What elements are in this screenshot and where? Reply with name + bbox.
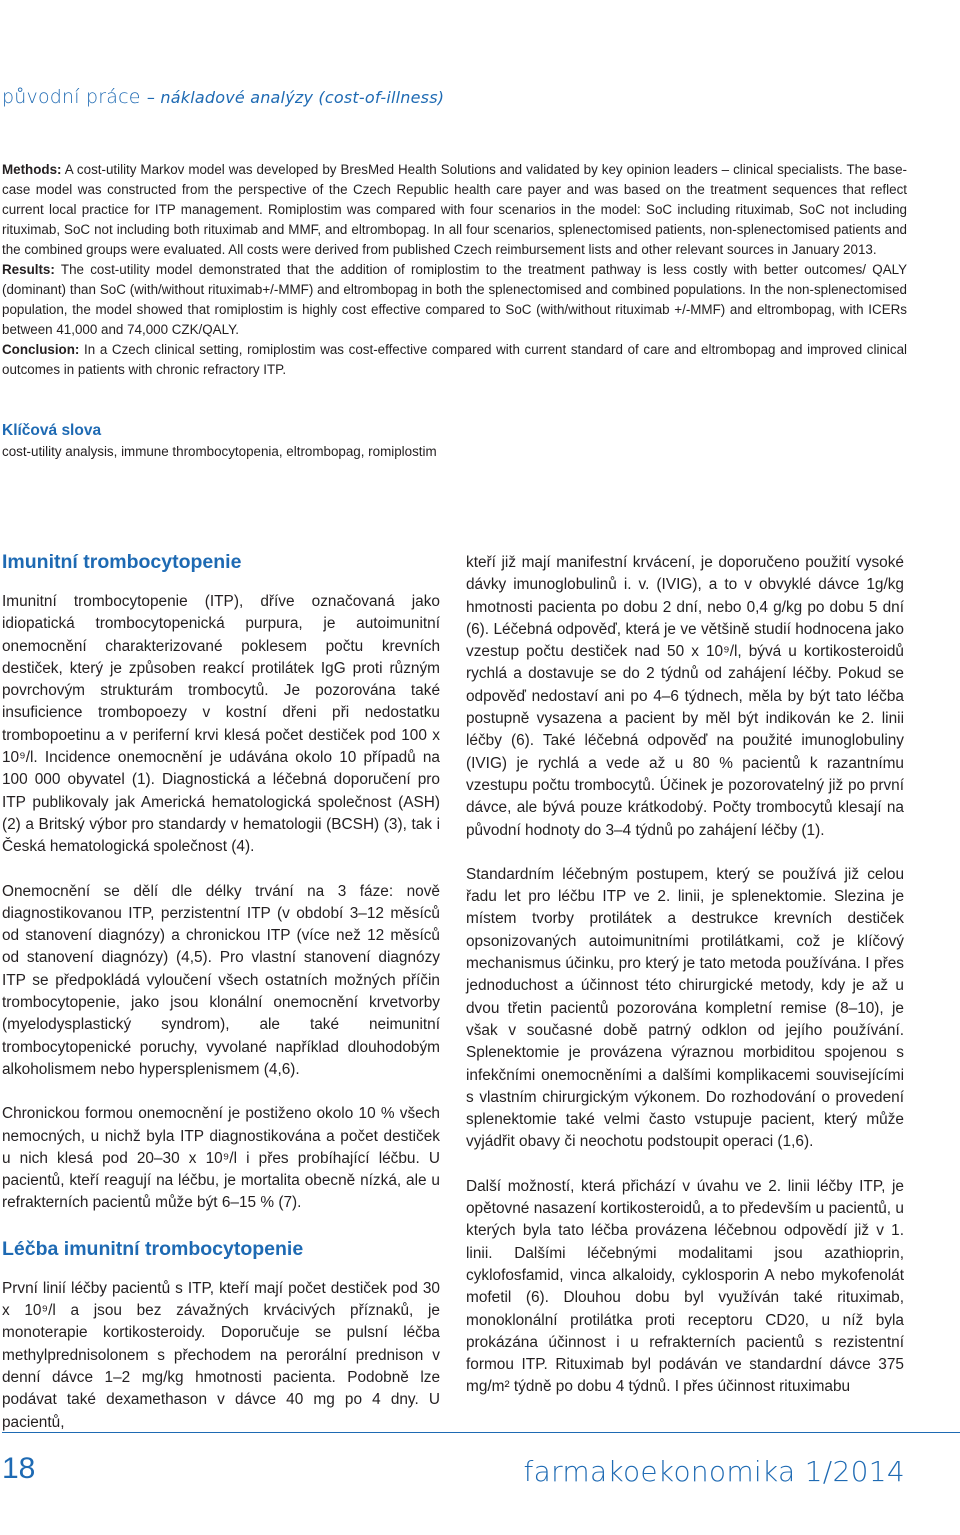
journal-name: farmakoekonomika 1/2014 bbox=[523, 1455, 905, 1488]
section-subtitle: – nákladové analýzy (cost-of-illness) bbox=[146, 88, 445, 107]
paragraph: kteří již mají manifestní krvácení, je doporučeno použití vysoké dávky imunoglobulinů i. v. (IVIG), a to v obvyklé dávce 1g/kg hmotnosti pacienta po dobu 2 dní, nebo 0,4 g/kg po dobu 5 dní (6). Léčebná odpověď, která je ve většině studií hodnocena jako vzestup počtu destiček nad 50 x 10⁹/l, bývá u kortikosteroidů rychlá a dostavuje se do 2 týdnů od zahájení léčby. Pokud se odpověď nedostaví ani po 4–6 týdnech, měla by být tato léčba postupně vysazena a pacient by měl být indikován ke 2. linii léčby (6). Také léčebná odpověď na použité imunoglobuliny (IVIG) je rychlá a vede až u 80 % pacientů k razantnímu vzestupu počtu trombocytů. Účinek je pozorovatelný již po první dávce, ale bývá pouze krátkodobý. Počty trombocytů klesají na původní hodnoty do 3–4 týdnů po zahájení léčby (1). bbox=[466, 554, 904, 839]
paragraph: Imunitní trombocytopenie (ITP), dříve označovaná jako idiopatická trombocytopenická purpura, je autoimunitní onemocnění charakterizované poklesem počtu krevních destiček, který je způsoben reakcí protilátek IgG proti různým povrchovým strukturám trombocytů. Je pozorována také insuficience trombopoezy v kostní dřeni při nedostatku trombopoetinu a v periferní krvi klesá počet destiček pod 100 x 10⁹/l. Incidence onemocnění je udávána okolo 10 případů na 100 000 obyvatel (1). Diagnostická a léčebná doporučení pro ITP publikovaly jak Americká hematologická společnost (ASH) (2) a Britský výbor pro standardy v hematologii (BCSH) (3), tak i Česká hematologická společnost (4). bbox=[2, 593, 440, 856]
conclusion-text: In a Czech clinical setting, romiplostim was cost-effective compared with current standard of care and eltrombopag and improved clinical outcomes in patients with chronic refractory ITP. bbox=[2, 342, 907, 377]
page-number: 18 bbox=[2, 1452, 36, 1485]
paragraph: První linií léčby pacientů s ITP, kteří mají počet destiček pod 30 x 10⁹/l a jsou bez závažných krvácivých příznaků, je monoterapie kortikosteroidy. Doporučuje se pulsní léčba methylprednisolonem s přechodem na perorální prednison v denní dávce 1–2 mg/kg hmotnosti pacienta. Podobně lze podávat také dexamethason v dávce 40 mg po 4 dny. U pacientů, bbox=[2, 1279, 440, 1431]
section-header bbox=[2, 86, 444, 108]
paragraph: Chronickou formou onemocnění je postiženo okolo 10 % všech nemocných, u nichž byla ITP diagnostikována a počet destiček u nich klesá pod 20–30 x 10⁹/l i přes probíhající léčbu. U pacientů, kteří reagují na léčbu, je mortalita obecně nízká, ale u refrakterních pacientů může být 6–15 % (7). bbox=[2, 1105, 440, 1212]
paragraph: Další možností, která přichází v úvahu ve 2. linii léčby ITP, je opětovné nasazení kortikosteroidů, a to především u pacientů, u kterých byla tato léčba provázena léčebnou odpovědí již v 1. linii. Dalšími léčebnými modalitami jsou azathioprin, cyklofosfamid, vinca alkaloidy, cyklosporin A nebo mykofenolát mofetil (6). Dlouhou dobu byl využíván také rituximab, monoklonální protilátka proti receptoru CD20, u níž byla prokázána účinnost i u refrakterních pacientů s rezistentní formou ITP. Rituximab byl podáván ve standardní dávce 375 mg/m² týdně po dobu 4 týdnů. I přes účinnost rituximabu bbox=[466, 1177, 904, 1396]
right-column bbox=[466, 552, 904, 1421]
conclusion-label: Conclusion: bbox=[2, 342, 80, 357]
section-title: původní práce bbox=[2, 86, 141, 108]
paragraph: Standardním léčebným postupem, který se používá již celou řadu let pro léčbu ITP ve 2. linii, je splenektomie. Slezina je místem tvorby protilátek a destrukce krevních destiček opsonizovaných autoimunitními protilátkami, což je klíčový mechanismus účinku, pro který je tato metoda používána. I přes jednoduchost a účinnost této chirurgické metody, kdy je až u dvou třetin pacientů pozorována kompletní remise (8–10), je však v současné době patrný odklon od jejího používání. Splenektomie je provázena výraznou morbiditou spojenou s infekčními onemocněními a dalšími komplikacemi souvisejícími s vlastním chirurgickým výkonem. Do rozhodování o provedení splenektomie také velmi často vstupuje pacient, který může vyjádřit obavy či neochotu podstoupit operaci (1,6). bbox=[466, 865, 904, 1151]
heading-treatment: Léčba imunitní trombocytopenie bbox=[2, 1237, 304, 1260]
abstract-conclusion bbox=[2, 340, 907, 380]
footer-divider bbox=[2, 1432, 960, 1433]
keywords-title: Klíčová slova bbox=[2, 422, 102, 439]
abstract-results bbox=[2, 260, 907, 340]
results-text: The cost-utility model demonstrated that the addition of romiplostim to the treatment pathway is less costly with better outcomes/ QALY (dominant) than SoC (with/without rituximab+/-MMF) and eltrombopag in both the splenectomised and combined populations. In the non-splenectomised population, the model showed that romiplostim is highly cost effective compared to SoC (with/without rituximab +/-MMF) and eltrombopag, with ICERs between 41,000 and 74,000 CZK/QALY. bbox=[2, 262, 908, 337]
methods-text: A cost-utility Markov model was developed by BresMed Health Solutions and validated by key opinion leaders – clinical specialists. The base-case model was constructed from the perspective of the Czech Republic health care payer and was based on the treatment sequences that reflect current local practice for ITP management. Romiplostim was compared with four scenarios in the model: SoC including rituximab, SoC not including rituximab, SoC not including both rituximab and MMF, and eltrombopag. In all four scenarios, splenectomised patients, non-splenectomised patients and the combined groups were evaluated. All costs were derived from published Czech reimbursement lists and other relevant sources in January 2013. bbox=[2, 162, 908, 257]
abstract-methods bbox=[2, 160, 907, 260]
left-column bbox=[2, 550, 440, 1456]
methods-label: Methods: bbox=[2, 162, 62, 177]
results-label: Results: bbox=[2, 262, 55, 277]
abstract bbox=[2, 160, 907, 380]
keywords-text: cost-utility analysis, immune thrombocytopenia, eltrombopag, romiplostim bbox=[2, 444, 437, 459]
paragraph: Onemocnění se dělí dle délky trvání na 3 fáze: nově diagnostikovanou ITP, perzistentní ITP (v období 3–12 měsíců od stanovení diagnózy) a chronickou ITP (více než 12 měsíců od stanovení diagnózy) (4,5). Pro vlastní stanovení diagnózy ITP se předpokládá vyloučení všech ostatních možných příčin trombocytopenie, jako jsou klonální onemocnění krvetvorby (myelodysplastický syndrom), ale také neimunitní trombocytopenické poruchy, vyvolané například dlouhodobým alkoholismem nebo hypersplenismem (4,6). bbox=[2, 882, 440, 1078]
heading-itp: Imunitní trombocytopenie bbox=[2, 551, 242, 573]
